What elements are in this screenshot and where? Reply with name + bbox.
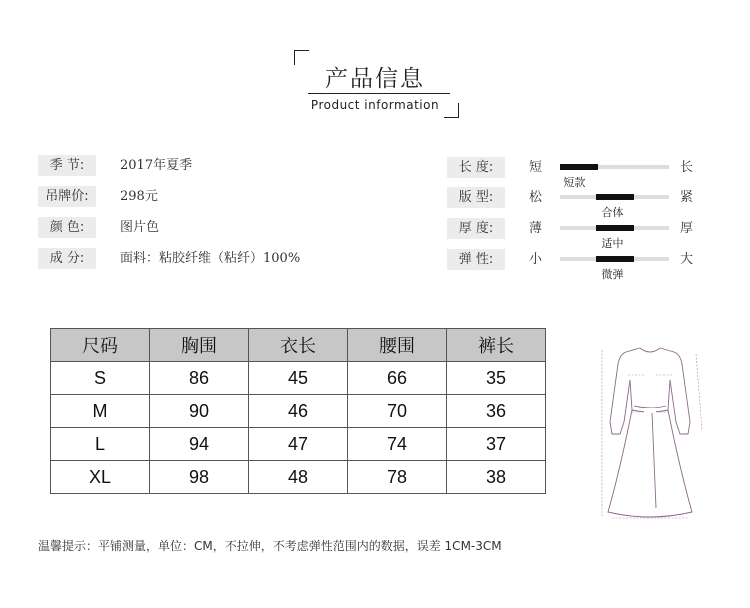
scale-label: 厚 度: [447,218,505,239]
table-cell: 66 [348,362,447,395]
column-header: 衣长 [249,329,348,362]
info-label: 颜 色: [38,217,96,238]
table-row [51,428,546,461]
table-cell: 36 [447,395,546,428]
table-cell: 98 [150,461,249,494]
scale-selected-label: 微弹 [601,268,624,281]
scale-max-label: 长 [680,160,694,175]
table-row [51,395,546,428]
scale-min-label: 小 [529,252,543,267]
column-header: 腰围 [348,329,447,362]
page-subtitle: Product information [310,98,440,112]
scale-track [560,257,669,281]
scale-min-label: 短 [529,160,543,175]
scale-row-fit [447,187,707,219]
table-cell: 78 [348,461,447,494]
scale-track [560,165,669,189]
scale-label: 长 度: [447,157,505,178]
info-value: 面料：粘胶纤维（粘纤）100% [120,251,301,266]
table-row [51,461,546,494]
scale-min-label: 松 [529,190,543,205]
scale-track [560,226,669,250]
scale-max-label: 厚 [680,221,694,236]
table-cell: S [51,362,150,395]
scale-indicator [560,164,598,170]
product-info-header [0,0,750,130]
scale-min-label: 薄 [529,221,543,236]
column-header: 胸围 [150,329,249,362]
table-cell: L [51,428,150,461]
scale-indicator [596,256,634,262]
scale-indicator [596,194,634,200]
table-cell: 47 [249,428,348,461]
table-cell: 35 [447,362,546,395]
scale-label: 版 型: [447,187,505,208]
dress-measurement-diagram [590,330,710,530]
scale-selected-label: 短款 [563,176,586,189]
corner-bracket-bottom-right [444,103,459,118]
table-cell: 74 [348,428,447,461]
table-cell: 70 [348,395,447,428]
table-cell: 37 [447,428,546,461]
scale-max-label: 紧 [680,190,694,205]
scale-selected-label: 合体 [601,206,624,219]
table-cell: XL [51,461,150,494]
table-cell: 45 [249,362,348,395]
table-header-row [51,329,546,362]
table-cell: 46 [249,395,348,428]
info-value: 2017年夏季 [120,158,193,173]
scale-row-elasticity [447,249,707,281]
page-title: 产品信息 [325,66,425,92]
info-label: 吊牌价: [38,186,96,207]
table-row [51,362,546,395]
info-label: 季 节: [38,155,96,176]
table-cell: M [51,395,150,428]
measurement-note: 温馨提示：平铺测量，单位：CM，不拉伸，不考虑弹性范围内的数据，误差 1CM-3CM [38,539,502,553]
table-cell: 38 [447,461,546,494]
scale-indicator [596,225,634,231]
table-cell: 94 [150,428,249,461]
scale-row-length [447,157,707,189]
scale-max-label: 大 [680,252,694,267]
info-value: 图片色 [120,220,160,235]
scale-label: 弹 性: [447,249,505,270]
table-cell: 86 [150,362,249,395]
scale-track [560,195,669,219]
column-header: 尺码 [51,329,150,362]
table-cell: 48 [249,461,348,494]
scale-selected-label: 适中 [601,237,624,250]
size-table [50,328,546,494]
info-label: 成 分: [38,248,96,269]
column-header: 裤长 [447,329,546,362]
title-divider [308,93,450,94]
scale-row-thickness [447,218,707,250]
info-value: 298元 [120,189,158,204]
table-cell: 90 [150,395,249,428]
